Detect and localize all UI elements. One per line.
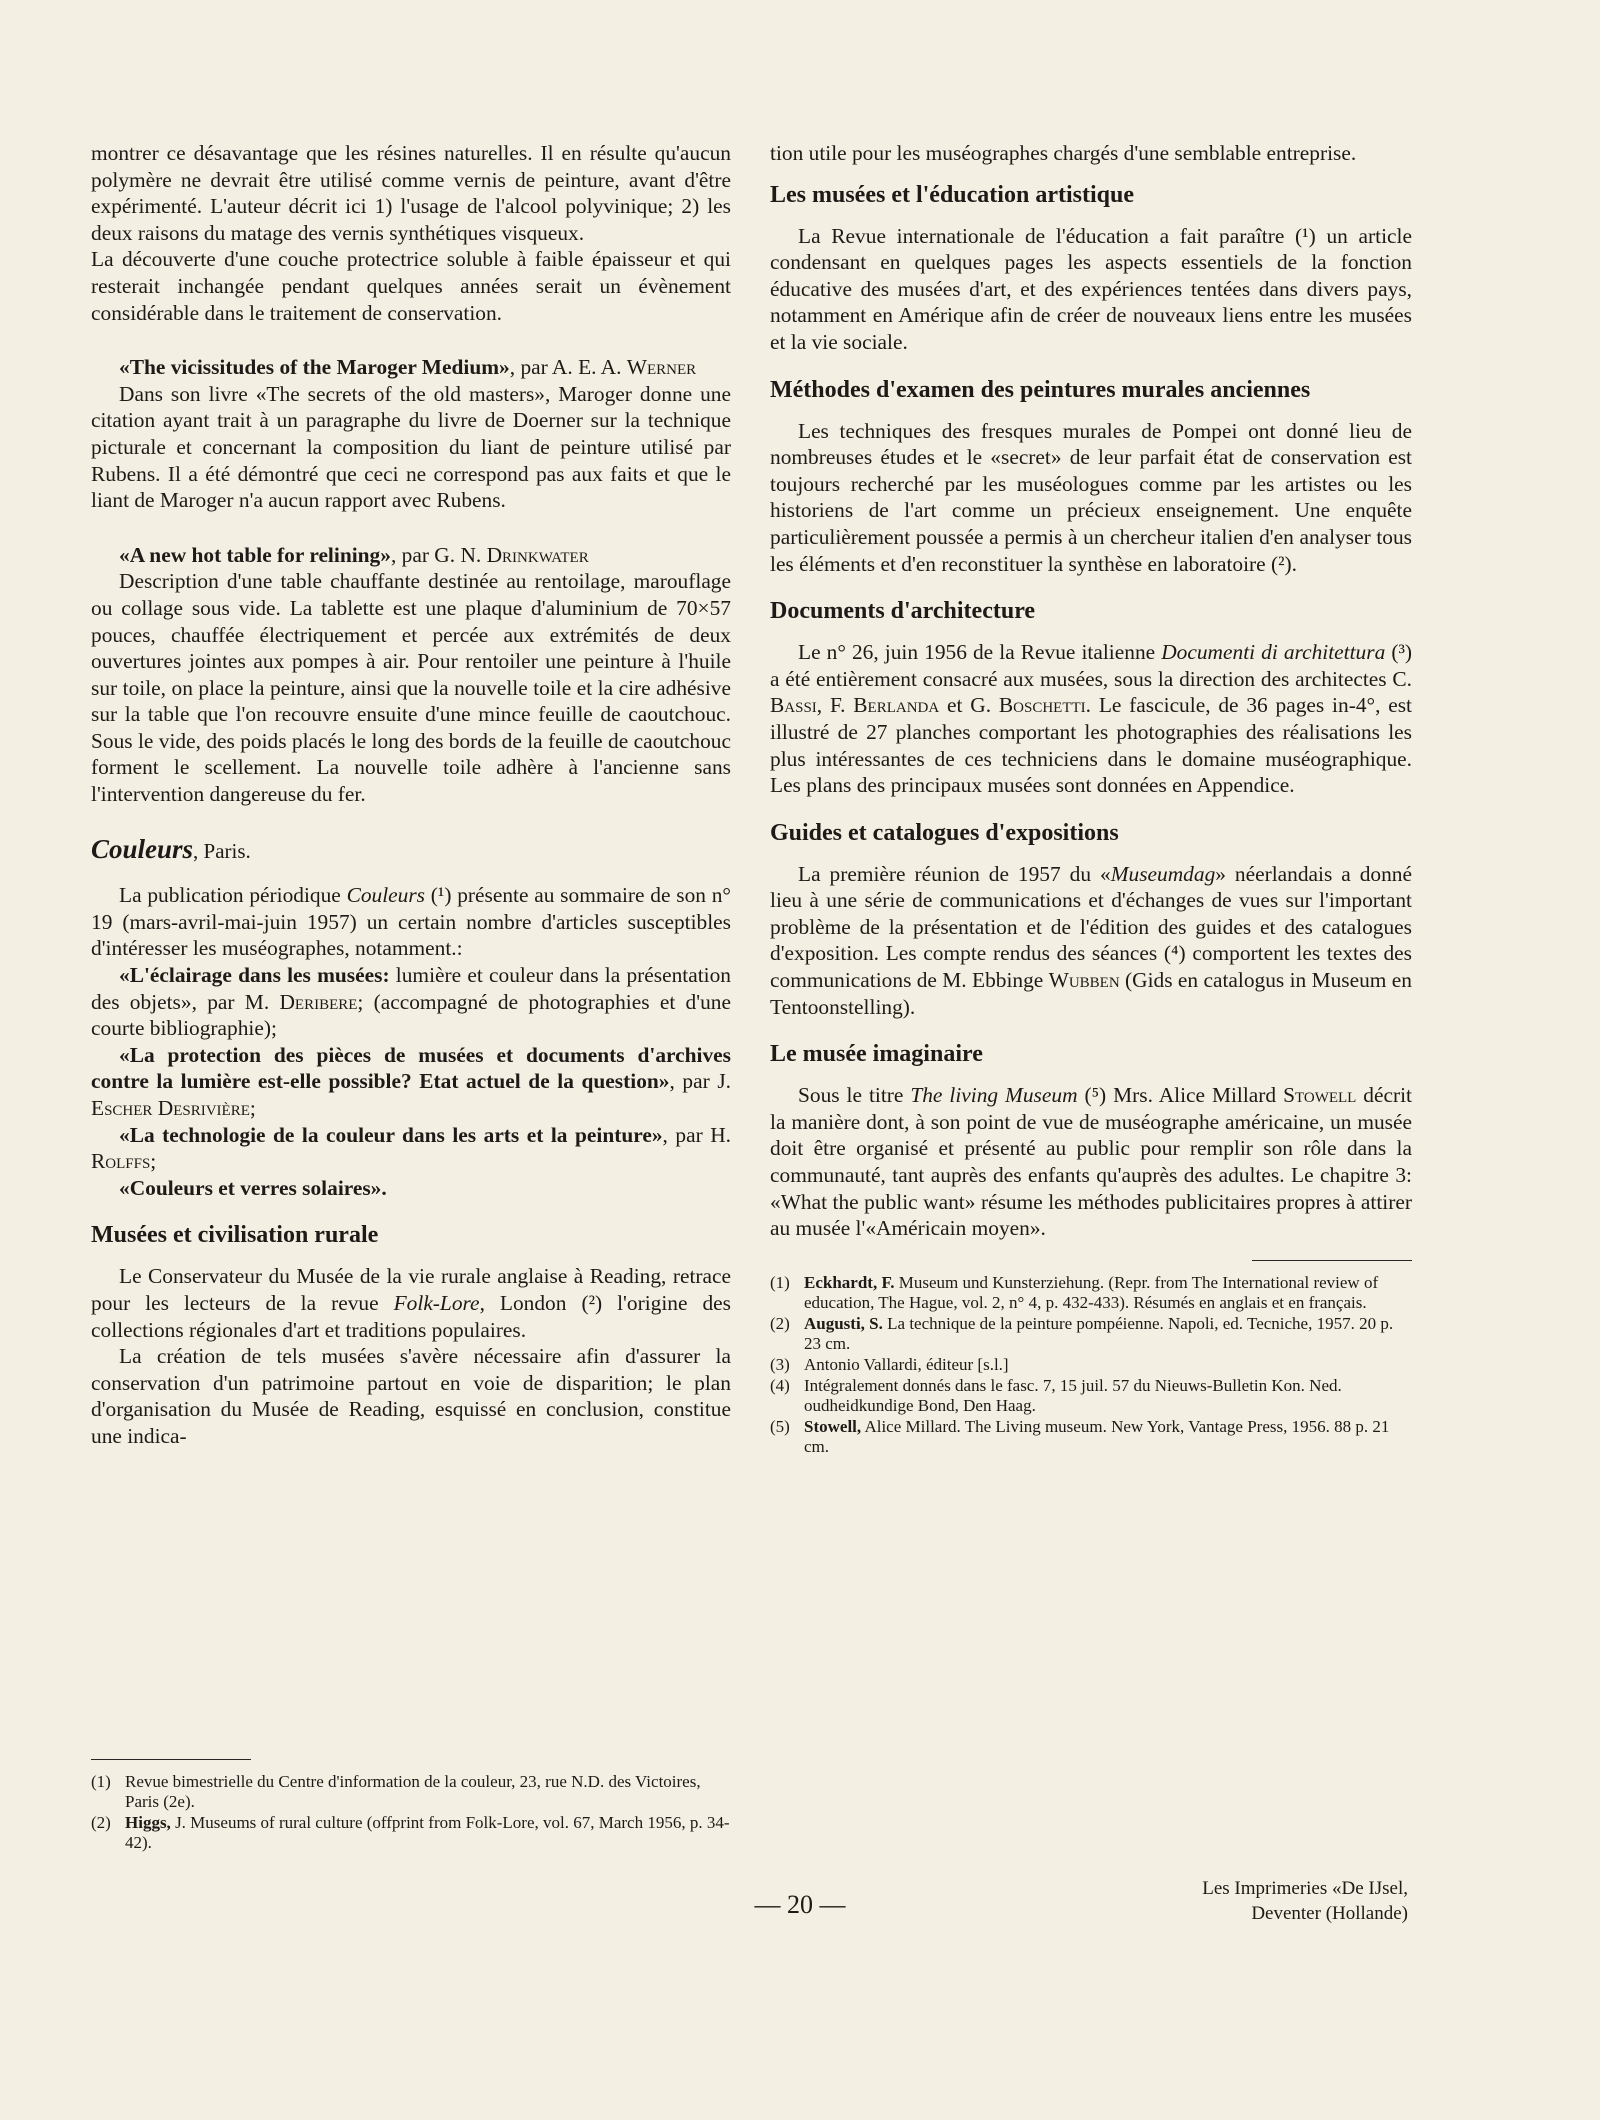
right-footnotes: [770, 1273, 1412, 1457]
couleurs-intro: [91, 882, 731, 962]
article-title: «Couleurs et verres solaires».: [119, 1175, 387, 1200]
footnote-item: [770, 1376, 1412, 1416]
footnote-item: [770, 1417, 1412, 1457]
imaginaire-body: [770, 1082, 1412, 1242]
imprint-line: Deventer (Hollande): [1251, 1903, 1408, 1924]
footnote-author: Stowell,: [804, 1416, 862, 1436]
couleurs-place: , Paris.: [193, 838, 251, 863]
footnote-text: [804, 1273, 1412, 1313]
couleurs-article-4: [91, 1175, 731, 1202]
byline: , par A. E. A.: [509, 355, 627, 380]
left-footnotes: [91, 1759, 731, 1854]
footnote-number: (3): [770, 1354, 790, 1374]
footnote-rule: [91, 1759, 251, 1760]
article-title: «A new hot table for relining»: [119, 542, 391, 567]
article-title: «La protection des pièces de musées et documents d'archives contre la lumière est-elle possible? Etat actuel de la question»: [91, 1042, 731, 1094]
footnote-number: (1): [91, 1772, 111, 1791]
section-heading-architecture: Documents d'architecture: [770, 598, 1036, 625]
book-title: The living Museum: [910, 1083, 1078, 1108]
continued-paragraph: tion utile pour les muséographes chargés d'une semblable entreprise.: [770, 141, 1357, 165]
footnote-number: (1): [770, 1272, 790, 1292]
footnote-item: [770, 1355, 1412, 1375]
footnote-body: La technique de la peinture pompéienne. Napoli, ed. Tecniche, 1957. 20 p. 23 cm.: [804, 1313, 1394, 1353]
section-heading-murales: Méthodes d'examen des peintures murales anciennes: [770, 376, 1311, 403]
page-number: — 20 —: [754, 1890, 846, 1919]
footnote-body: J. Museums of rural culture (offprint from Folk-Lore, vol. 67, March 1956, p. 34-42).: [125, 1813, 730, 1852]
author-name: Escher Desrivière: [91, 1096, 250, 1120]
text-span: Le Conservateur du Musée de la vie rurale anglaise à Reading, retrace pour les lecteurs de la revue: [91, 1264, 731, 1315]
article-title: «La technologie de la couleur dans les arts et la peinture»: [119, 1122, 663, 1147]
text-span: . Le fascicule, de 36 pages in-4°, est illustré de 27 planches comportant les photographies des réalisations les plus intéressantes de ces techniciens dans le domaine muséographique. Les plans des principaux musées sont données en Appendice.: [770, 693, 1412, 798]
footnote-item: [91, 1813, 731, 1853]
author-name: Wubben: [1048, 968, 1120, 993]
footnote-number: (2): [91, 1813, 111, 1832]
couleurs-title: Couleurs: [91, 833, 194, 864]
text-span: , par H.: [662, 1122, 731, 1147]
article-title: «The vicissitudes of the Maroger Medium»: [119, 355, 510, 380]
footnote-number: (4): [770, 1375, 790, 1395]
footnote-text: Intégralement donnés dans le fasc. 7, 15 juil. 57 du Nieuws-Bulletin Kon. Ned. oudheidkundige Bond, Den Haag.: [804, 1375, 1342, 1415]
text-span: » néerlandais a donné lieu à une série de communications et d'échanges de vues sur l'important problème de la présentation et de l'édition des guides et des catalogues d'exposition. Les compte rendus des séances (⁴) comportent les textes des communications de M. Ebbinge: [770, 861, 1412, 993]
footnote-text: [804, 1314, 1412, 1354]
footnote-item: [770, 1314, 1412, 1354]
footnote-number: (2): [770, 1313, 790, 1333]
footnote-rule: [1252, 1260, 1412, 1261]
text-span: lumière et couleur dans la présentation des objets», par M.: [91, 963, 731, 1014]
text-span: ; (accompagné de photographies et d'une courte bibliographie);: [91, 989, 731, 1041]
text-span: , London (²) l'origine des collections régionales d'art et traditions populaires.: [91, 1290, 732, 1342]
text-span: La première réunion de 1957 du «: [798, 861, 1111, 886]
author-name: Werner: [626, 355, 697, 380]
intro-paragraph-2: La découverte d'une couche protectrice soluble à faible épaisseur et qui resterait inchangée pendant quelques années serait un évènement considérable dans le traitement de conservation.: [91, 247, 731, 325]
werner-entry-body: Dans son livre «The secrets of the old masters», Maroger donne une citation ayant trait à un paragraphe du livre de Doerner sur la technique picturale et concernant la composition du liant de peinture utilisé par Rubens. Il a été démontré que ceci ne correspond pas aux faits et que le liant de Maroger n'a aucun rapport avec Rubens.: [91, 381, 731, 513]
text-span: La publication périodique: [119, 883, 347, 908]
drinkwater-entry-body: Description d'une table chauffante destinée au rentoilage, marouflage ou collage sous vide. La tablette est une plaque d'aluminium de 70×57 pouces, chauffée électriquement et percée aux extrémités de deux ouvertures jointes aux pompes à air. Pour rentoiler une peinture à l'huile sur toile, on place la peinture, ainsi que la nouvelle toile et la cire adhésive sur la table que l'on recouvre ensuite d'une mince feuille de caoutchouc. Sous le vide, des poids placés le long des bords de la feuille de caoutchouc forment le scellement. La nouvelle toile adhère à l'ancienne sans l'intervention dangereuse du fer.: [91, 569, 731, 807]
footnote-author: Eckhardt, F.: [804, 1272, 895, 1292]
murales-body: Les techniques des fresques murales de Pompei ont donné lieu de nombreuses études et le «secret» de leur parfait état de conservation est toujours recherché par les muséologues comme par les artistes ou les historiens de l'art comme un précieux enseignement. Une enquête particulièrement poussée a permis à un chercheur italien d'en analyser tous les éléments et d'en reconstituer la synthèse en laboratoire (²).: [770, 418, 1412, 576]
text-span: , F.: [816, 693, 854, 718]
education-body: La Revue internationale de l'éducation a fait paraître (¹) un article condensant en quelques pages les aspects essentiels de la fonction éducative des musées d'art, et des expériences tentées dans divers pays, notamment en Amérique afin de créer de nouveaux liens entre les musées et la vie sociale.: [770, 223, 1412, 354]
footnote-author: Augusti, S.: [804, 1313, 883, 1333]
drinkwater-entry-title: [91, 542, 731, 569]
footnote-number: (5): [770, 1416, 790, 1436]
footnote-item: [770, 1273, 1412, 1313]
journal-name: Museumdag: [1110, 861, 1216, 886]
architecture-body: [770, 639, 1412, 799]
text-span: (Gids en catalogus in Museum en Tentoonstelling).: [770, 968, 1412, 1019]
footnote-body: Museum und Kunsterziehung. (Repr. from The International review of education, The Hague, vol. 2, n° 4, p. 432-433). Résumés en anglais et en français.: [804, 1272, 1379, 1312]
text-span: , par J.: [669, 1069, 732, 1094]
section-heading-education: Les musées et l'éducation artistique: [770, 181, 1134, 208]
rural-paragraph-2: La création de tels musées s'avère nécessaire afin d'assurer la conservation d'un patrimoine partout en voie de disparition; le plan d'organisation du Musée de Reading, esquissé en conclusion, constitue une indica-: [91, 1344, 731, 1448]
text-span: ;: [150, 1149, 157, 1174]
printer-imprint: [1202, 1876, 1408, 1926]
werner-entry-title: [91, 354, 731, 381]
author-name: Deribere: [279, 989, 358, 1014]
left-column: [91, 140, 731, 1450]
intro-paragraph: montrer ce désavantage que les résines naturelles. Il en résulte qu'aucun polymère ne devrait être utilisé comme vernis de peinture, avant d'être expérimenté. L'auteur décrit ici 1) l'usage de l'alcool polyvinique; 2) les deux raisons du matage des vernis synthétiques visqueux.: [91, 141, 731, 245]
footnote-body: Alice Millard. The Living museum. New York, Vantage Press, 1956. 88 p. 21 cm.: [804, 1416, 1390, 1456]
imprint-line: Les Imprimeries «De IJsel,: [1202, 1878, 1408, 1899]
couleurs-article-2: [91, 1042, 731, 1122]
text-span: Le n° 26, juin 1956 de la Revue italienne: [798, 640, 1162, 665]
section-heading-guides: Guides et catalogues d'expositions: [770, 819, 1119, 846]
couleurs-article-3: [91, 1122, 731, 1175]
author-name: Drinkwater: [486, 542, 589, 567]
author-name: Berlanda: [853, 693, 940, 718]
author-name: Rolffs: [91, 1149, 151, 1174]
rural-paragraph-1: [91, 1263, 731, 1343]
footnote-text: [125, 1813, 731, 1853]
text-span: (⁵) Mrs. Alice Millard: [1077, 1083, 1284, 1108]
byline: , par G. N.: [390, 542, 487, 567]
journal-name: Folk-Lore: [393, 1290, 480, 1315]
couleurs-article-1: [91, 962, 731, 1042]
article-title: «L'éclairage dans les musées:: [119, 963, 390, 988]
guides-body: [770, 861, 1412, 1021]
footnote-item: [91, 1772, 731, 1812]
section-heading-rural: Musées et civilisation rurale: [91, 1222, 379, 1249]
author-name: Boschetti: [998, 693, 1086, 718]
journal-name: Documenti di architettura: [1161, 640, 1386, 665]
text-span: (³) a été entièrement consacré aux musées, sous la direction des architectes C.: [770, 640, 1413, 691]
footnote-text: Antonio Vallardi, éditeur [s.l.]: [804, 1354, 1009, 1374]
journal-name: Couleurs: [346, 883, 426, 908]
footnote-text: [804, 1417, 1412, 1457]
text-span: Sous le titre: [798, 1083, 911, 1108]
section-heading-imaginaire: Le musée imaginaire: [770, 1041, 983, 1068]
footnote-text: Revue bimestrielle du Centre d'information de la couleur, 23, rue N.D. des Victoires, Paris (2e).: [125, 1772, 701, 1811]
couleurs-heading: [91, 833, 731, 865]
text-span: décrit la manière dont, à son point de vue de muséographe américaine, un musée doit être organisé et présenté au public pour remplir son rôle dans la communauté, tant auprès des enfants qu'auprès des adultes. Le chapitre 3: «What the public want» résume les méthodes publicitaires propres à attirer au musée l'«Américain moyen».: [770, 1083, 1412, 1241]
author-name: Stowell: [1283, 1083, 1357, 1108]
footnote-author: Higgs,: [125, 1813, 171, 1832]
text-span: ;: [249, 1096, 256, 1120]
text-span: et G.: [939, 693, 999, 718]
text-span: (¹) présente au sommaire de son n° 19 (mars-avril-mai-juin 1957) un certain nombre d'articles susceptibles d'intéresser les muséographes, notamment.:: [91, 883, 731, 961]
author-name: Bassi: [770, 693, 817, 718]
right-column: [770, 140, 1412, 1458]
